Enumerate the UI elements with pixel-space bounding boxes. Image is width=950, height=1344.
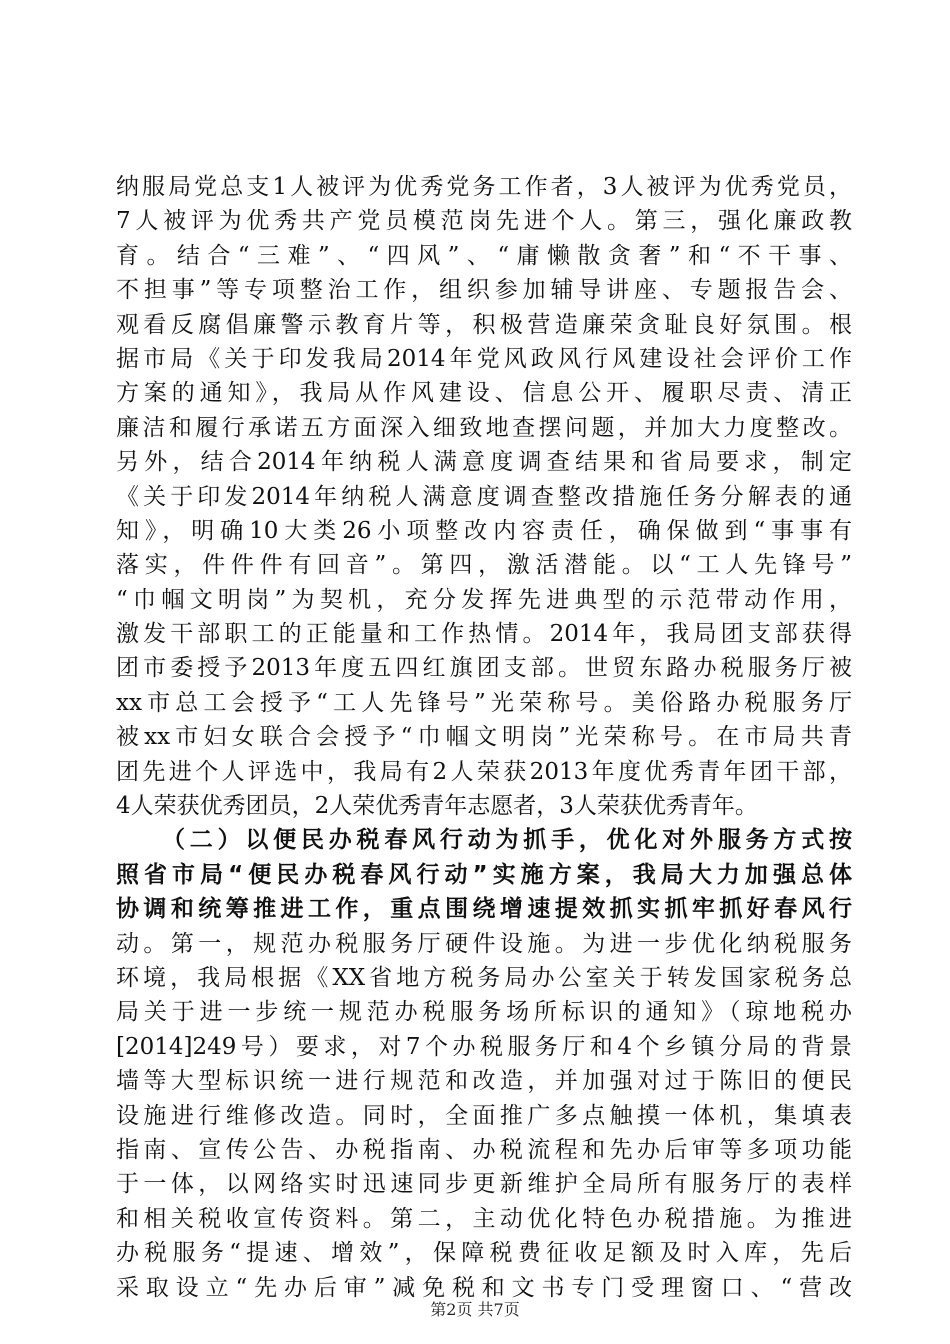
body-line-15: 团市委授予2013年度五四红旗团支部。世贸东路办税服务厅被 [116, 655, 852, 682]
section-heading-line-3: 协调和统筹推进工作，重点围绕增速提效抓实抓牢抓好春风行 [116, 896, 852, 923]
body-line-33: 采取设立“先办后审”减免税和文书专门受理窗口、“营改 [116, 1274, 852, 1301]
body-line-23: 动。第一，规范办税服务厅硬件设施。为进一步优化纳税服务 [116, 930, 852, 957]
document-body [116, 170, 852, 1305]
body-line-11: 知》，明确10大类26小项整改内容责任，确保做到“事事有 [116, 517, 852, 544]
body-line-7: 方案的通知》，我局从作风建设、信息公开、履职尽责、清正 [116, 380, 852, 407]
body-line-2: 7人被评为优秀共产党员模范岗先进个人。第三，强化廉政教 [116, 208, 852, 235]
body-line-25: 局关于进一步统一规范办税服务场所标识的通知》（琼地税办 [116, 999, 852, 1026]
section-heading-line-2: 照省市局“便民办税春风行动”实施方案，我局大力加强总体 [116, 861, 852, 888]
body-line-1: 纳服局党总支1人被评为优秀党务工作者，3人被评为优秀党员， [116, 174, 852, 200]
body-line-3: 育。结合“三难”、“四风”、“庸懒散贪奢”和“不干事、 [116, 242, 852, 269]
body-line-10: 《关于印发2014年纳税人满意度调查整改措施任务分解表的通 [116, 483, 852, 510]
body-line-8: 廉洁和履行承诺五方面深入细致地查摆问题，并加大力度整改。 [116, 414, 852, 441]
body-line-32: 办税服务“提速、增效”，保障税费征收足额及时入库，先后 [116, 1240, 852, 1267]
page-footer: 第2页 共7页 [430, 1300, 520, 1319]
body-line-6: 据市局《关于印发我局2014年党风政风行风建设社会评价工作 [116, 345, 852, 372]
section-heading-line-1: （二）以便民办税春风行动为抓手，优化对外服务方式按 [162, 827, 852, 854]
body-line-17: 被xx市妇女联合会授予“巾帼文明岗”光荣称号。在市局共青 [116, 724, 852, 751]
body-line-19: 4人荣获优秀团员，2人荣优秀青年志愿者，3人荣获优秀青年。 [116, 793, 758, 820]
body-line-4: 不担事”等专项整治工作，组织参加辅导讲座、专题报告会、 [116, 277, 852, 304]
body-line-26: [2014]249号）要求，对7个办税服务厅和4个乡镇分局的背景 [116, 1033, 852, 1060]
body-line-5: 观看反腐倡廉警示教育片等，积极营造廉荣贪耻良好氛围。根 [116, 311, 852, 338]
body-line-29: 指南、宣传公告、办税指南、办税流程和先办后审等多项功能 [116, 1136, 852, 1163]
body-line-9: 另外，结合2014年纳税人满意度调查结果和省局要求，制定 [116, 449, 852, 476]
body-line-16: xx市总工会授予“工人先锋号”光荣称号。美俗路办税服务厅 [116, 689, 852, 716]
body-line-30: 于一体，以网络实时迅速同步更新维护全局所有服务厅的表样 [116, 1171, 852, 1198]
body-line-12: 落实，件件件有回音”。第四，激活潜能。以“工人先锋号” [116, 552, 852, 579]
body-line-18: 团先进个人评选中，我局有2人荣获2013年度优秀青年团干部， [116, 758, 852, 785]
body-line-24: 环境，我局根据《XX省地方税务局办公室关于转发国家税务总 [116, 964, 852, 991]
body-line-31: 和相关税收宣传资料。第二，主动优化特色办税措施。为推进 [116, 1205, 852, 1232]
body-line-13: “巾帼文明岗”为契机，充分发挥先进典型的示范带动作用， [116, 586, 852, 613]
body-line-14: 激发干部职工的正能量和工作热情。2014年，我局团支部获得 [116, 621, 852, 648]
body-line-27: 墙等大型标识统一进行规范和改造，并加强对过于陈旧的便民 [116, 1068, 852, 1095]
body-line-28: 设施进行维修改造。同时，全面推广多点触摸一体机，集填表 [116, 1102, 852, 1129]
